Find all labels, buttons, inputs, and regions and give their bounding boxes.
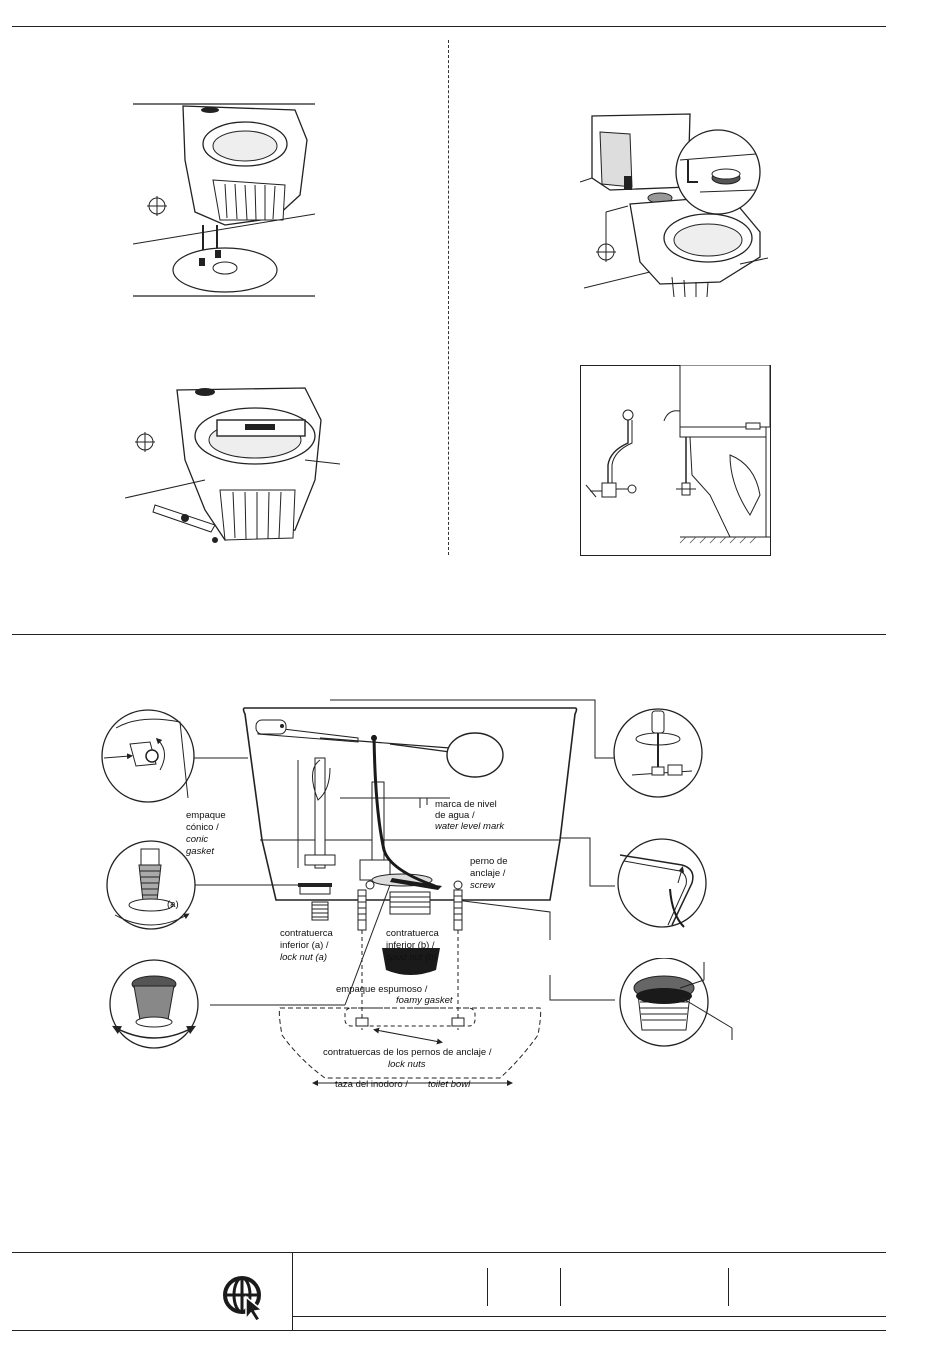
top-rule	[12, 26, 886, 27]
tank-placement-illustration	[580, 112, 770, 297]
toilet-bowl-label-es: taza del inodoro /	[335, 1079, 408, 1090]
lock-nut-a-label-en: lock nut (a)	[280, 952, 327, 963]
conic-gasket-label-en1: conic	[186, 834, 209, 845]
spud-nut-label-es1: contratuerca	[386, 928, 439, 939]
water-level-label-en: water level mark	[435, 821, 505, 832]
footer-top-rule	[12, 1252, 886, 1253]
lock-nut-a-label-es1: contratuerca	[280, 928, 333, 939]
foamy-gasket-label-es: empaque espumoso /	[336, 984, 428, 995]
screw-label-es2: anclaje /	[470, 868, 506, 879]
bowl-level-illustration	[125, 380, 345, 555]
inset-trip-lever	[100, 708, 250, 808]
inset-conic-gasket	[105, 835, 265, 945]
section-rule	[12, 634, 886, 635]
footer-inner-rule	[292, 1316, 886, 1317]
footer-divider-1	[487, 1268, 488, 1306]
inset-screwdriver	[612, 705, 712, 805]
bowl-flange-illustration	[125, 100, 325, 300]
screw-label-es1: perno de	[470, 856, 508, 867]
foamy-gasket-label-en: foamy gasket	[396, 995, 453, 1006]
vertical-dashed-divider	[448, 40, 449, 555]
lock-nuts-label-en: lock nuts	[388, 1059, 426, 1070]
spud-nut-label-es2: inferior (b) /	[386, 940, 435, 951]
water-supply-illustration	[580, 365, 772, 557]
conic-gasket-label-es1: empaque	[186, 810, 226, 821]
callout-a-label: (a)	[167, 899, 179, 910]
inset-flapper	[612, 958, 742, 1058]
conic-gasket-label-es2: cónico /	[186, 822, 219, 833]
water-level-label-es2: de agua /	[435, 810, 475, 821]
footer-vertical-rule	[292, 1252, 293, 1330]
footer-divider-2	[560, 1268, 561, 1306]
lock-nut-a-label-es2: inferior (a) /	[280, 940, 329, 951]
spud-nut-label-en: spud nut (b)	[386, 952, 437, 963]
crosshair-icon	[147, 196, 167, 216]
web-cursor-logo-icon	[222, 1275, 268, 1321]
lock-nuts-label-es: contratuercas de los pernos de anclaje /	[323, 1047, 492, 1058]
crosshair-icon	[135, 432, 155, 452]
inset-overflow-edge	[612, 835, 712, 935]
water-level-label-es1: marca de nivel	[435, 799, 497, 810]
toilet-bowl-label-en: toilet bowl	[428, 1079, 471, 1090]
conic-gasket-label-en2: gasket	[186, 846, 214, 857]
screw-label-en: screw	[470, 880, 495, 891]
footer-divider-3	[728, 1268, 729, 1306]
crosshair-icon	[596, 242, 616, 262]
footer-bottom-rule	[12, 1330, 886, 1331]
inset-flush-valve-nut	[108, 958, 218, 1058]
